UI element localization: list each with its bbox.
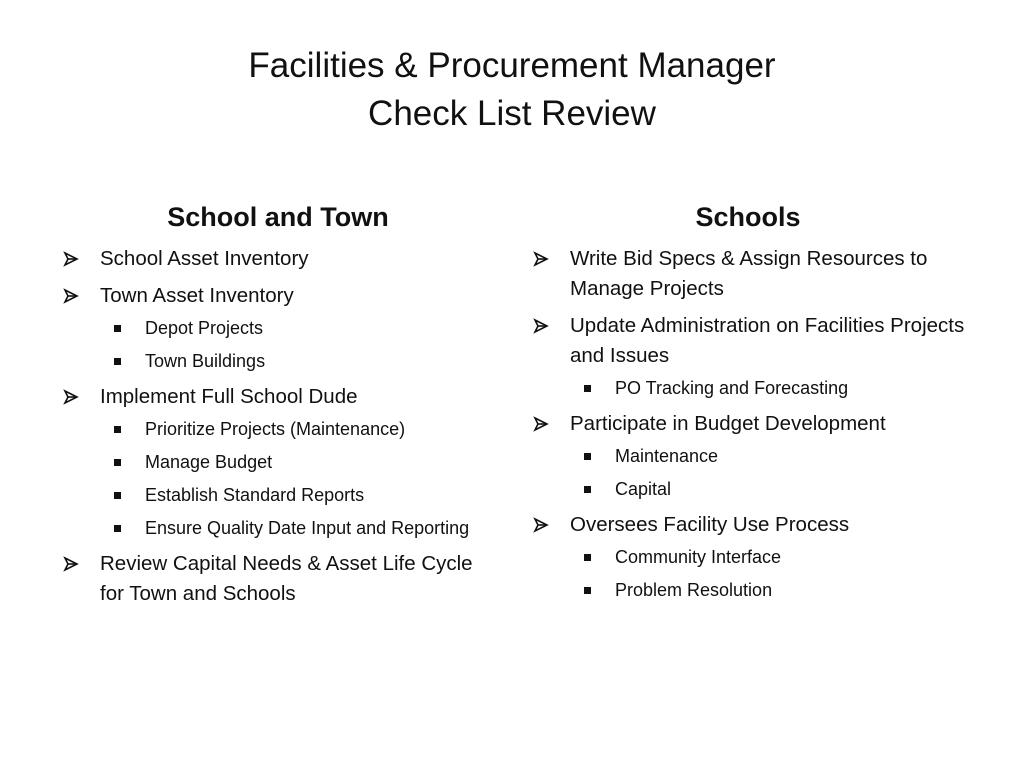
list-item [528, 409, 968, 503]
title-line-2: Check List Review [368, 94, 656, 133]
sub-list-item [100, 449, 498, 476]
sub-list-item [100, 315, 498, 342]
square-bullet-icon [114, 525, 121, 532]
list-item [528, 510, 968, 604]
sub-list-item [570, 443, 968, 470]
sub-list-item [100, 515, 498, 542]
chevron-arrow-bullet-icon [62, 549, 80, 579]
sub-list-item-text: Capital [615, 479, 672, 499]
square-bullet-icon [584, 385, 591, 392]
square-bullet-icon [584, 587, 591, 594]
sub-list-item [570, 577, 968, 604]
chevron-arrow-bullet-icon [532, 311, 550, 341]
chevron-arrow-bullet-icon [532, 510, 550, 540]
sub-bullet-list [570, 443, 968, 503]
list-item-text: Implement Full School Dude [100, 385, 358, 408]
list-item [528, 244, 968, 304]
sub-list-item [100, 482, 498, 509]
chevron-arrow-bullet-icon [532, 409, 550, 439]
list-item [58, 382, 498, 542]
square-bullet-icon [114, 358, 121, 365]
sub-list-item [100, 416, 498, 443]
sub-list-item-text: Establish Standard Reports [145, 485, 365, 505]
list-item-text: Review Capital Needs & Asset Life Cycle for Town and Schools [100, 552, 473, 605]
sub-list-item-text: Prioritize Projects (Maintenance) [145, 419, 406, 439]
list-item-text: Update Administration on Facilities Projects and Issues [570, 314, 965, 367]
square-bullet-icon [584, 486, 591, 493]
sub-list-item-text: Town Buildings [145, 351, 266, 371]
sub-bullet-list [100, 315, 498, 375]
chevron-arrow-bullet-icon [532, 244, 550, 274]
slide-title [0, 42, 1024, 138]
sub-list-item [100, 348, 498, 375]
right-column-heading: Schools [695, 202, 801, 232]
chevron-arrow-bullet-icon [62, 382, 80, 412]
list-item [58, 281, 498, 375]
sub-bullet-list [570, 375, 968, 402]
square-bullet-icon [114, 492, 121, 499]
chevron-arrow-bullet-icon [62, 244, 80, 274]
sub-list-item-text: Ensure Quality Date Input and Reporting [145, 518, 470, 538]
sub-list-item-text: Manage Budget [145, 452, 273, 472]
title-line-1: Facilities & Procurement Manager [248, 46, 776, 85]
sub-list-item [570, 476, 968, 503]
left-bullet-list [58, 244, 498, 609]
list-item-text: Write Bid Specs & Assign Resources to Manage Projects [570, 247, 928, 300]
square-bullet-icon [114, 459, 121, 466]
sub-list-item-text: Depot Projects [145, 318, 264, 338]
sub-bullet-list [570, 544, 968, 604]
list-item [528, 311, 968, 402]
list-item [58, 549, 498, 609]
list-item [58, 244, 498, 274]
chevron-arrow-bullet-icon [62, 281, 80, 311]
square-bullet-icon [584, 453, 591, 460]
sub-list-item [570, 375, 968, 402]
square-bullet-icon [584, 554, 591, 561]
sub-list-item-text: Community Interface [615, 547, 782, 567]
list-item-text: Town Asset Inventory [100, 284, 294, 307]
right-bullet-list [528, 244, 968, 604]
list-item-text: School Asset Inventory [100, 247, 309, 270]
list-item-text: Participate in Budget Development [570, 412, 886, 435]
square-bullet-icon [114, 426, 121, 433]
sub-list-item [570, 544, 968, 571]
square-bullet-icon [114, 325, 121, 332]
sub-bullet-list [100, 416, 498, 542]
right-column [528, 196, 968, 611]
left-column [58, 196, 498, 616]
sub-list-item-text: Maintenance [615, 446, 719, 466]
sub-list-item-text: Problem Resolution [615, 580, 773, 600]
list-item-text: Oversees Facility Use Process [570, 513, 850, 536]
left-column-heading: School and Town [167, 202, 389, 232]
sub-list-item-text: PO Tracking and Forecasting [615, 378, 849, 398]
